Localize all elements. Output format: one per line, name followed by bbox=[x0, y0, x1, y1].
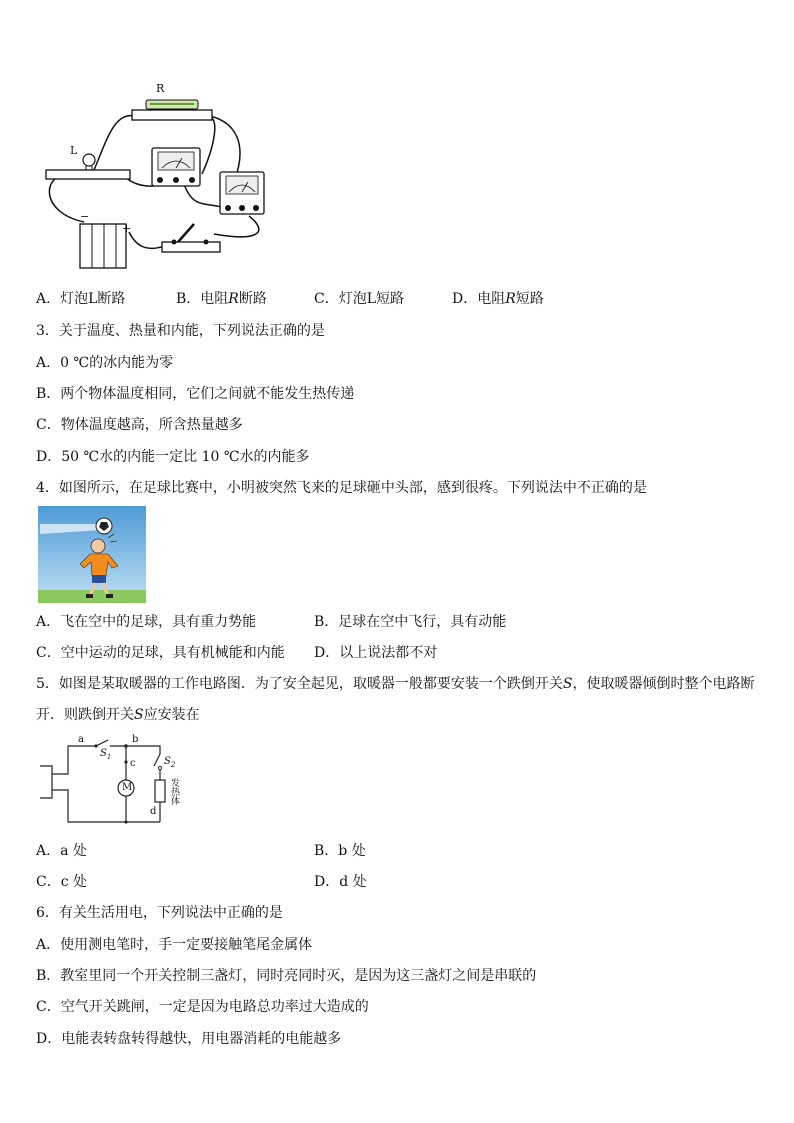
q5-option-c: C．c 处 bbox=[36, 874, 88, 890]
label-c: c bbox=[130, 758, 136, 769]
q5-option-a: A．a 处 bbox=[36, 843, 87, 859]
label-R: R bbox=[156, 82, 165, 95]
label-s2: $S_2$ bbox=[164, 756, 176, 769]
q3-option-a: A．0 ℃的冰内能为零 bbox=[36, 355, 174, 371]
q2-option-d: D．电阻R短路 bbox=[452, 291, 544, 307]
label-d: d bbox=[150, 806, 157, 817]
q4-option-c: C．空中运动的足球，具有机械能和内能 bbox=[36, 645, 285, 661]
q6-option-a: A．使用测电笔时，手一定要接触笔尾金属体 bbox=[36, 937, 313, 953]
q5-stem-line2: 开．则跌倒开关S应安装在 bbox=[36, 707, 200, 723]
label-a: a bbox=[78, 734, 84, 745]
q2-option-a: A．灯泡L断路 bbox=[36, 291, 126, 307]
label-motor: M bbox=[122, 782, 133, 793]
q6-option-b: B．教室里同一个开关控制三盏灯，同时亮同时灭，是因为这三盏灯之间是串联的 bbox=[36, 968, 537, 984]
label-plus: + bbox=[122, 222, 132, 235]
label-b: b bbox=[132, 734, 139, 745]
football-illustration bbox=[38, 506, 146, 603]
q3-option-b: B．两个物体温度相同，它们之间就不能发生热传递 bbox=[36, 386, 355, 402]
heater-circuit-diagram bbox=[38, 736, 192, 832]
circuit-figure bbox=[34, 82, 284, 274]
q5-option-b: B．b 处 bbox=[314, 843, 366, 859]
q6-option-d: D．电能表转盘转得越快，用电器消耗的电能越多 bbox=[36, 1031, 342, 1047]
label-L: L bbox=[70, 144, 78, 157]
label-s1: $S_1$ bbox=[100, 748, 112, 761]
q4-option-d: D．以上说法都不对 bbox=[314, 645, 438, 661]
q2-option-b: B．电阻R断路 bbox=[176, 291, 267, 307]
q5-option-d: D．d 处 bbox=[314, 874, 367, 890]
q2-option-c: C．灯泡L短路 bbox=[314, 291, 405, 307]
label-minus: − bbox=[80, 210, 90, 223]
q4-option-b: B．足球在空中飞行，具有动能 bbox=[314, 614, 507, 630]
q6-stem: 6．有关生活用电，下列说法中正确的是 bbox=[36, 905, 283, 921]
q3-stem: 3．关于温度、热量和内能，下列说法正确的是 bbox=[36, 323, 325, 339]
label-heater: 发热体 bbox=[169, 778, 179, 805]
q4-option-a: A．飞在空中的足球，具有重力势能 bbox=[36, 614, 257, 630]
q4-stem: 4．如图所示，在足球比赛中，小明被突然飞来的足球砸中头部，感到很疼。下列说法中不正确的是 bbox=[36, 480, 647, 496]
q3-option-d: D．50 ℃水的内能一定比 10 ℃水的内能多 bbox=[36, 449, 310, 465]
q3-option-c: C．物体温度越高，所含热量越多 bbox=[36, 417, 243, 433]
q6-option-c: C．空气开关跳闸，一定是因为电路总功率过大造成的 bbox=[36, 999, 369, 1015]
q5-stem-line1: 5．如图是某取暖器的工作电路图．为了安全起见，取暖器一般都要安装一个跌倒开关S，使取暖器倾倒时整个电路断 bbox=[36, 676, 755, 692]
